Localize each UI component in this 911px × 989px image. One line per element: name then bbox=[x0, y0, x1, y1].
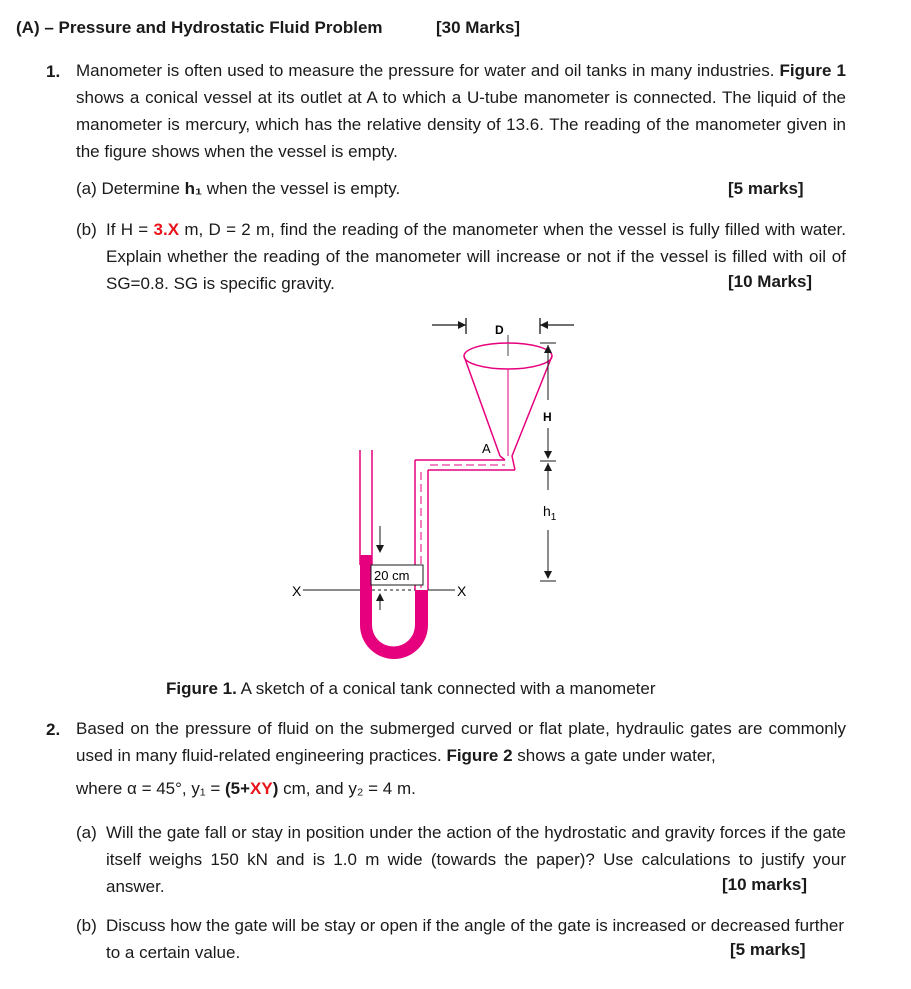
section-title-text: (A) – Pressure and Hydrostatic Fluid Problem bbox=[16, 18, 383, 37]
question-2-text-1: Based on the pressure of fluid on the submerged curved or flat plate, hydraulic gates are commonly used in many fluid-related engineering practices. bbox=[76, 719, 846, 765]
label-d: D bbox=[495, 323, 504, 337]
figure-2-ref: Figure 2 bbox=[446, 746, 513, 765]
h1-head-top bbox=[544, 463, 552, 471]
question-1-number: 1. bbox=[46, 62, 61, 81]
question-2-text-2: shows a gate under water, bbox=[512, 746, 716, 765]
question-1-intro-rest: shows a conical vessel at its outlet at A to which a U-tube manometer is connected. The liquid of the manometer is mercury, which has the relative density of 13.6. The reading of the manometer given in the figure shows when the vessel is empty. bbox=[76, 88, 846, 161]
question-2-text-3: where α = 45°, y₁ = bbox=[76, 779, 225, 798]
pipe-elbow-lower bbox=[512, 456, 515, 470]
question-2b-label: (b) bbox=[76, 916, 97, 935]
mercury-left-column bbox=[360, 555, 372, 595]
question-1b-label: (b) bbox=[76, 220, 97, 239]
dim-20cm-head-down bbox=[376, 545, 384, 553]
question-2-params bbox=[76, 775, 846, 802]
label-x-right: X bbox=[457, 583, 467, 599]
section-marks: [30 Marks] bbox=[436, 18, 521, 37]
question-2-text-4: cm, and y₂ = 4 m. bbox=[278, 779, 416, 798]
figure-1-ref: Figure 1 bbox=[779, 61, 846, 80]
question-1a-text-post: when the vessel is empty. bbox=[202, 179, 401, 198]
question-2a-label: (a) bbox=[76, 823, 97, 842]
question-1b-marks: [10 Marks] bbox=[728, 272, 813, 291]
question-1a-label: (a) bbox=[76, 179, 97, 198]
question-2-y1-open: (5+ bbox=[225, 779, 251, 798]
vessel-right-wall bbox=[512, 356, 552, 456]
figure-1-caption bbox=[166, 679, 655, 699]
dim-20cm-head-up bbox=[376, 593, 384, 601]
label-a: A bbox=[482, 441, 491, 456]
question-2-intro bbox=[76, 715, 846, 769]
label-x-left: X bbox=[292, 583, 302, 599]
question-1-intro-line: Manometer is often used to measure the pressure for water and oil tanks in many industries. bbox=[76, 61, 775, 80]
question-1b-h-value: 3.X bbox=[153, 220, 180, 239]
question-2-number: 2. bbox=[46, 720, 61, 739]
mercury-u-bend bbox=[360, 595, 428, 659]
label-h1-sub: 1 bbox=[550, 512, 557, 523]
question-1b-text-2: m, D = 2 m, find the reading of the manometer when the vessel is fully filled with water. Explain whether the reading of the manometer will increase or not if the vessel is filled with oil of SG=0.8. SG is specific gravity. bbox=[106, 220, 846, 293]
label-h1 bbox=[543, 503, 557, 523]
question-2a-marks: [10 marks] bbox=[722, 875, 808, 894]
question-1a-marks: [5 marks] bbox=[728, 179, 804, 198]
question-2a-text: Will the gate fall or stay in position under the action of the hydrostatic and gravity forces if the gate itself weighs 150 kN and is 1.0 m wide (towards the paper)? Use calculations to justify your answer. bbox=[106, 823, 846, 896]
mercury-right-column bbox=[415, 590, 428, 595]
h1-head-bottom bbox=[544, 571, 552, 579]
question-1a-var: h₁ bbox=[184, 179, 203, 198]
label-20cm: 20 cm bbox=[374, 568, 410, 583]
question-1b-text-1: If H = bbox=[106, 220, 154, 239]
question-2b-text: Discuss how the gate will be stay or open if the angle of the gate is increased or decreased further to a certain value. bbox=[106, 916, 845, 962]
question-2-y1-close: ) bbox=[272, 779, 279, 798]
h-head-bottom bbox=[544, 451, 552, 459]
label-h: H bbox=[543, 410, 552, 424]
question-1a-text-pre: Determine bbox=[101, 179, 185, 198]
figure-1-caption-text: A sketch of a conical tank connected with a manometer bbox=[236, 679, 656, 698]
label-h1-main: h bbox=[543, 503, 551, 519]
d-arrow-left-head bbox=[458, 321, 466, 329]
figure-1-caption-label: Figure 1. bbox=[166, 679, 237, 698]
question-2-y1-var: XY bbox=[250, 779, 273, 798]
question-2b-marks: [5 marks] bbox=[730, 940, 806, 959]
d-arrow-right-head bbox=[540, 321, 548, 329]
